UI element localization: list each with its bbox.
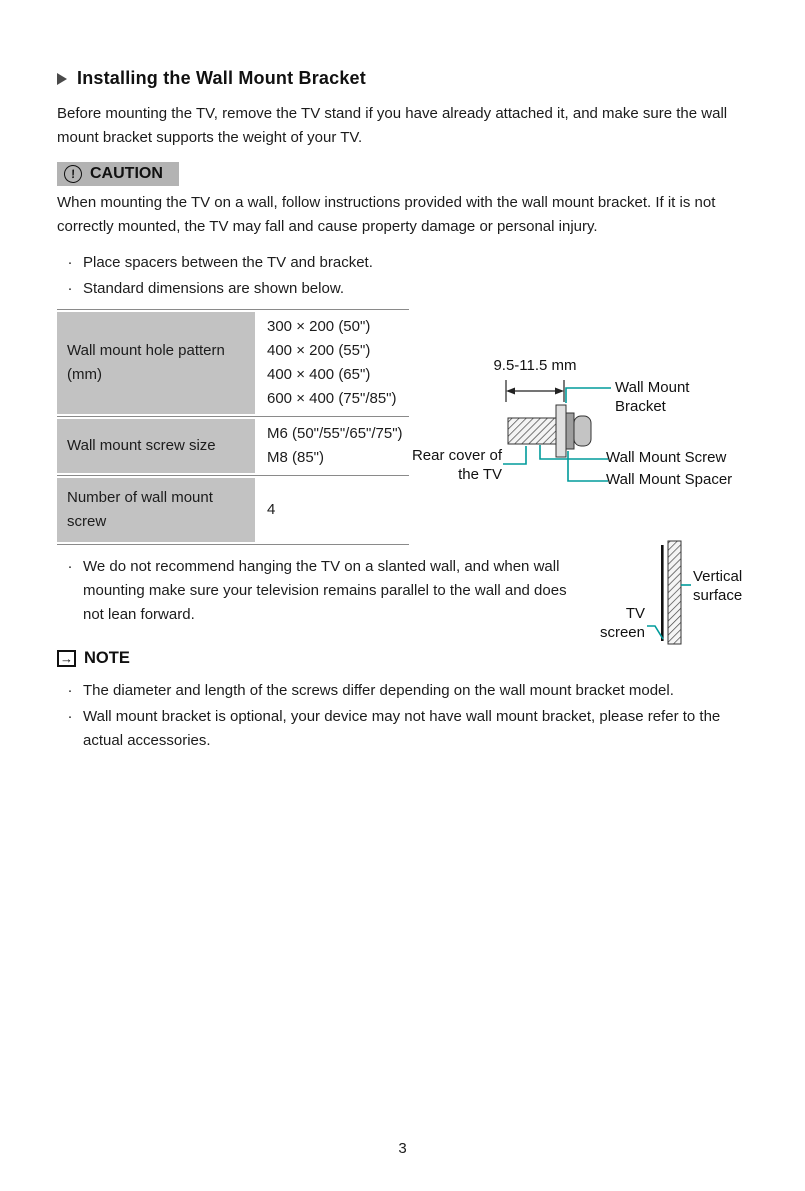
table-row-values — [255, 310, 409, 416]
dimension-label: 9.5-11.5 mm — [493, 357, 577, 374]
table-row — [57, 417, 409, 476]
bullet-text: The diameter and length of the screws differ depending on the wall mount bracket model. — [83, 682, 674, 699]
intro-paragraph: Before mounting the TV, remove the TV stand if you have already attached it, and make sure the wall mount bracket supports the weight of your TV. — [57, 105, 728, 146]
bullet-icon: · — [67, 558, 73, 575]
table-row-label: Wall mount hole pattern (mm) — [57, 310, 255, 416]
caution-badge — [57, 162, 179, 186]
table-row-label: Wall mount screw size — [57, 417, 255, 475]
vertical-wall-diagram — [595, 538, 775, 654]
caution-paragraph: When mounting the TV on a wall, follow instructions provided with the wall mount bracket. If it is not correctly mounted, the TV may fall and cause property damage or personal injury. — [57, 194, 716, 235]
note-bullet-list — [57, 679, 749, 753]
table-row — [57, 310, 409, 417]
table-row — [57, 476, 409, 544]
list-item — [57, 251, 749, 275]
section-arrow-icon — [57, 73, 67, 85]
bullet-icon: · — [67, 708, 73, 725]
bullet-text: Wall mount bracket is optional, your device may not have wall mount bracket, please refer to the actual accessories. — [83, 708, 721, 749]
caution-bullet-list — [57, 251, 749, 301]
section-title-row — [57, 68, 749, 89]
note-label: NOTE — [84, 649, 130, 667]
bullet-icon: · — [67, 280, 73, 297]
list-item — [57, 277, 749, 301]
table-cell-value: 300 × 200 (50") — [267, 318, 371, 335]
table-row-values — [255, 476, 409, 544]
wall-mount-screw-diagram — [408, 352, 778, 502]
table-cell-value: 600 × 400 (75"/85") — [267, 390, 397, 407]
bullet-icon: · — [67, 254, 73, 271]
tv-screen-label: TV screen — [599, 605, 645, 641]
note-icon: → — [57, 650, 76, 667]
table-row-label: Number of wall mount screw — [57, 476, 255, 544]
page-number: 3 — [398, 1140, 407, 1157]
caution-exclamation-icon: ! — [63, 164, 84, 185]
list-item — [57, 705, 749, 753]
table-cell-value: 4 — [267, 501, 276, 518]
bullet-text: Standard dimensions are shown below. — [83, 280, 344, 297]
bullet-icon: · — [67, 682, 73, 699]
vertical-surface-label: Vertical surface — [693, 568, 743, 604]
wall-mount-bracket-label: Wall Mount Bracket — [615, 379, 690, 415]
table-cell-value: 400 × 200 (55") — [267, 342, 371, 359]
bullet-text: We do not recommend hanging the TV on a slanted wall, and when wall mounting make sure your television remains parallel to the wall and does not lean forward. — [83, 558, 567, 623]
rear-cover-label: Rear cover of the TV — [411, 447, 502, 483]
table-cell-value: M8 (85") — [267, 449, 325, 466]
table-cell-value: M6 (50"/55"/65"/75") — [267, 425, 403, 442]
caution-badge-row — [57, 162, 749, 186]
list-item — [57, 679, 749, 703]
spec-table — [57, 309, 409, 545]
caution-label: CAUTION — [90, 165, 163, 182]
wall-mount-spacer-label: Wall Mount Spacer — [606, 471, 733, 488]
bullet-text: Place spacers between the TV and bracket. — [83, 254, 373, 271]
table-row-values — [255, 417, 409, 475]
section-title: Installing the Wall Mount Bracket — [77, 68, 366, 88]
table-cell-value: 400 × 400 (65") — [267, 366, 371, 383]
wall-mount-screw-label: Wall Mount Screw — [606, 449, 727, 466]
